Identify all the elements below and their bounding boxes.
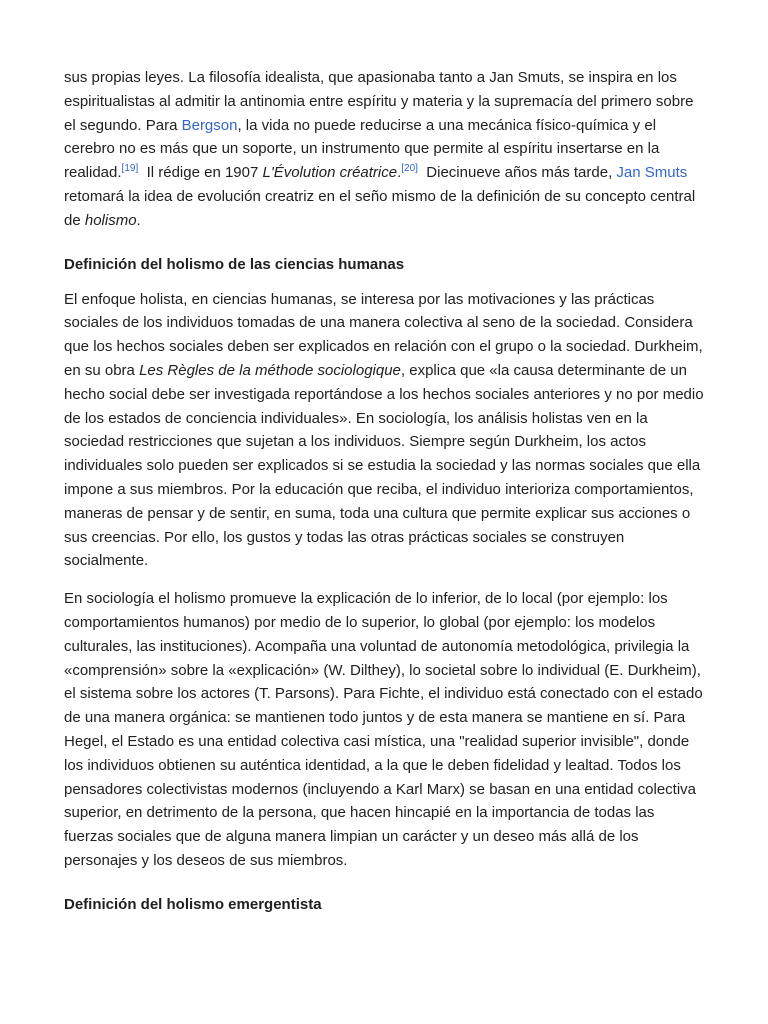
text-segment: Diecinueve años más tarde, [417,164,617,182]
text-segment: , explica que «la causa determinante de un hecho social debe ser investigada reportándose a los hechos sociales anteriores y no por medio de los estados de conciencia individuales». En sociología, los análisis holistas ven en la sociedad restricciones que sujetan a los individuos. Siempre según Durkheim, los actos individuales solo pueden ser explicados si se estudia la sociedad y las normas sociales que ella impone a sus miembros. Por la educación que reciba, el individuo interioriza comportamientos, maneras de pensar y de sentir, en suma, toda una cultura que permite explicar sus acciones o sus creencias. Por ello, los gustos y todas las otras prácticas sociales se construyen socialmente. [64,361,704,570]
link-bergson[interactable]: Bergson [181,116,238,134]
reference-20[interactable]: [20] [401,163,418,175]
paragraph-enfoque-holista [64,288,706,574]
text-segment: . [136,211,141,229]
reference-19[interactable]: [19] [121,163,139,175]
term-holismo: holismo [84,211,137,229]
text-segment: sus propias leyes. La filosofía idealista, que apasionaba tanto a Jan Smuts, se inspira en los espiritualistas al admitir la antinomia entre espíritu y materia y la supremacía del primero sobre el segundo. Para [64,69,694,134]
text-segment: retomará la idea de evolución creatriz en el seño mismo de la definición de su concepto central de [64,187,696,229]
text-segment: , la vida no puede reducirse a una mecánica físico-química y el cerebro no es más que un soporte, un instrumento que permite al espíritu insertarse en la realidad. [64,116,660,182]
text-segment: Il rédige en 1907 [138,164,263,182]
book-title: Les Règles de la méthode sociologique [139,361,401,379]
text-segment: . [397,164,402,182]
section-heading-ciencias-humanas: Definición del holismo de las ciencias humanas [64,255,405,273]
book-title: L'Évolution créatrice [262,164,398,182]
link-jan-smuts[interactable]: Jan Smuts [616,164,688,182]
paragraph-intro [64,66,706,233]
article-body [64,66,706,928]
paragraph-sociologia: En sociología el holismo promueve la explicación de lo inferior, de lo local (por ejemplo: los comportamientos humanos) por medio de lo superior, lo global (por ejemplo: los modelos culturales, las instituciones). Acompaña una voluntad de autonomía metodológica, privilegia la «comprensión» sobre la «explicación» (W. Dilthey), lo societal sobre lo individual (E. Durkheim), el sistema sobre los actores (T. Parsons). Para Fichte, el individuo está conectado con el estado de una manera orgánica: se mantienen todo juntos y de esta manera se mantiene en sí. Para Hegel, el Estado es una entidad colectiva casi mística, una "realidad superior invisible", donde los individuos obtienen su auténtica identidad, a la que le deben fidelidad y lealtad. Todos los pensadores colectivistas modernos (incluyendo a Karl Marx) se basan en una entidad colectiva superior, en detrimento de la persona, que hacen hincapié en la importancia de todas las fuerzas sociales que de alguna manera limpian un carácter y un deseo más allá de los personajes y los deseos de sus miembros. [64,590,703,869]
text-segment: El enfoque holista, en ciencias humanas, se interesa por las motivaciones y las prácticas sociales de los individuos tomadas de una manera colectiva al seno de la sociedad. Considera que los hechos sociales deben ser explicados en relación con el grupo o la sociedad. Durkheim, en su obra [64,290,703,379]
section-heading-emergentista: Definición del holismo emergentista [64,895,322,913]
